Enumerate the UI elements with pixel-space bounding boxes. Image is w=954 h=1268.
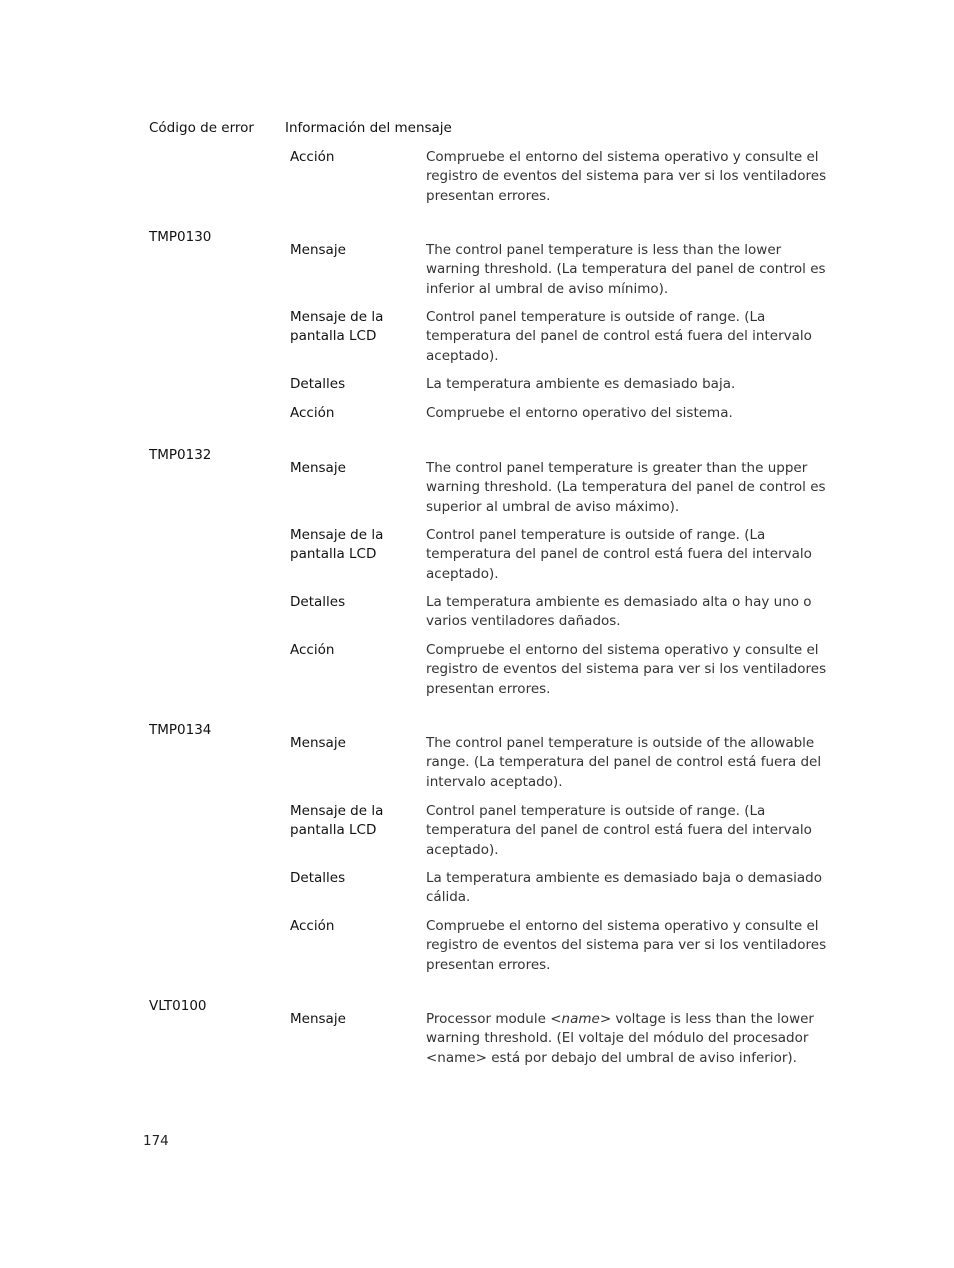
field-label: Detalles bbox=[290, 376, 346, 392]
value-italic-text: name bbox=[561, 1011, 600, 1027]
field-label: Mensaje de la pantalla LCD bbox=[290, 803, 384, 839]
field-value: Compruebe el entorno del sistema operativo y consulte el registro de eventos del sistema para ver si los ventiladores presentan errores. bbox=[426, 149, 827, 204]
field-label: Mensaje bbox=[290, 242, 346, 258]
field-label: Mensaje bbox=[290, 1011, 346, 1027]
field-value: Compruebe el entorno operativo del sistema. bbox=[426, 405, 733, 421]
field-value: La temperatura ambiente es demasiado baja o demasiado cálida. bbox=[426, 870, 822, 906]
field-value: Control panel temperature is outside of range. (La temperatura del panel de control está fuera del intervalo aceptado). bbox=[426, 309, 812, 364]
field-value: The control panel temperature is outside of the allowable range. (La temperatura del panel de control está fuera del intervalo aceptado). bbox=[426, 735, 822, 790]
field-label: Mensaje de la pantalla LCD bbox=[290, 527, 384, 563]
field-label: Mensaje bbox=[290, 460, 346, 476]
field-label: Acción bbox=[290, 405, 335, 421]
field-label: Mensaje de la pantalla LCD bbox=[290, 309, 384, 345]
field-value: La temperatura ambiente es demasiado baja. bbox=[426, 376, 736, 392]
error-code: VLT0100 bbox=[149, 998, 207, 1014]
error-code: TMP0132 bbox=[149, 447, 212, 463]
field-value: Compruebe el entorno del sistema operativo y consulte el registro de eventos del sistema para ver si los ventiladores presentan errores. bbox=[426, 918, 827, 973]
field-value: The control panel temperature is greater than the upper warning threshold. (La temperatura del panel de control es superior al umbral de aviso máximo). bbox=[426, 460, 826, 515]
field-label: Acción bbox=[290, 918, 335, 934]
value-text: Processor module < bbox=[426, 1011, 562, 1027]
page-number: 174 bbox=[143, 1133, 169, 1149]
error-code: TMP0134 bbox=[149, 722, 212, 738]
field-value: La temperatura ambiente es demasiado alta o hay uno o varios ventiladores dañados. bbox=[426, 594, 812, 630]
field-label: Detalles bbox=[290, 870, 346, 886]
field-value: Compruebe el entorno del sistema operativo y consulte el registro de eventos del sistema para ver si los ventiladores presentan errores. bbox=[426, 642, 827, 697]
field-value: The control panel temperature is less than the lower warning threshold. (La temperatura del panel de control es inferior al umbral de aviso mínimo). bbox=[426, 242, 826, 297]
header-message-info: Información del mensaje bbox=[285, 120, 452, 136]
field-label: Detalles bbox=[290, 594, 346, 610]
field-value bbox=[426, 1010, 830, 1068]
field-value: Control panel temperature is outside of range. (La temperatura del panel de control está fuera del intervalo aceptado). bbox=[426, 527, 812, 582]
field-value: Control panel temperature is outside of range. (La temperatura del panel de control está fuera del intervalo aceptado). bbox=[426, 803, 812, 858]
field-label: Acción bbox=[290, 642, 335, 658]
field-label: Mensaje bbox=[290, 735, 346, 751]
error-code: TMP0130 bbox=[149, 229, 212, 245]
value-text: > voltage is less than the lower warning threshold. (El voltaje del módulo del procesador <name> está por debajo del umbral de aviso inferior). bbox=[426, 1011, 814, 1066]
field-label: Acción bbox=[290, 149, 335, 165]
header-error-code: Código de error bbox=[149, 120, 254, 136]
